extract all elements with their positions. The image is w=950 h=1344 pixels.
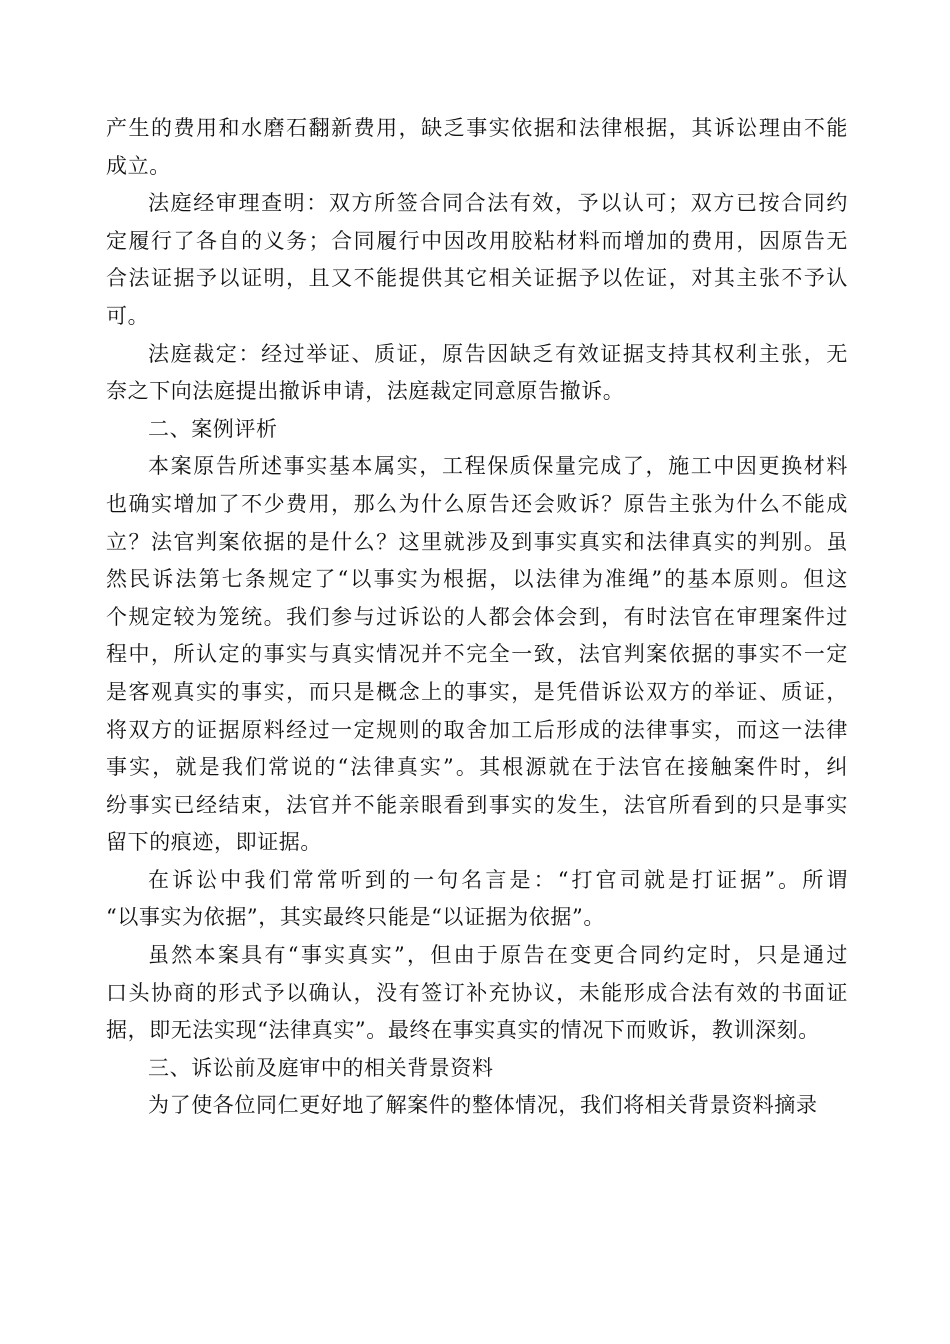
text-line: 在诉讼中我们常常听到的一句名言是：“打官司就是打证据”。所谓 — [148, 867, 848, 892]
text-line: 程中，所认定的事实与真实情况并不完全一致，法官判案依据的事实不一定 — [106, 642, 848, 667]
text-line: 合法证据予以证明，且又不能提供其它相关证据予以佐证，对其主张不予认 — [106, 266, 848, 291]
section-heading — [106, 1050, 848, 1088]
text-line: 成立。 — [106, 153, 171, 178]
text-line: “以事实为依据”，其实最终只能是“以证据为依据”。 — [106, 905, 605, 930]
text-line: 二、案例评析 — [148, 416, 278, 441]
document-body — [106, 110, 848, 1125]
text-line: 虽然本案具有“事实真实”，但由于原告在变更合同约定时，只是通过 — [148, 943, 848, 968]
text-line: 留下的痕迹，即证据。 — [106, 830, 322, 855]
text-line: 可。 — [106, 303, 150, 328]
paragraph — [106, 110, 848, 185]
text-line: 然民诉法第七条规定了“以事实为根据，以法律为准绳”的基本原则。但这 — [106, 567, 848, 592]
paragraph — [106, 1087, 848, 1125]
text-line: 三、诉讼前及庭审中的相关背景资料 — [148, 1055, 494, 1080]
paragraph — [106, 937, 848, 1050]
text-line: 法庭经审理查明：双方所签合同合法有效，予以认可；双方已按合同约 — [148, 191, 848, 216]
paragraph — [106, 862, 848, 937]
text-line: 事实，就是我们常说的“法律真实”。其根源就在于法官在接触案件时，纠 — [106, 755, 848, 780]
text-line: 也确实增加了不少费用，那么为什么原告还会败诉？原告主张为什么不能成 — [106, 491, 848, 516]
text-line: 是客观真实的事实，而只是概念上的事实，是凭借诉讼双方的举证、质证， — [106, 679, 848, 704]
text-line: 立？法官判案依据的是什么？这里就涉及到事实真实和法律真实的判别。虽 — [106, 529, 848, 554]
text-line: 口头协商的形式予以确认，没有签订补充协议，未能形成合法有效的书面证 — [106, 980, 848, 1005]
text-line: 将双方的证据原料经过一定规则的取舍加工后形成的法律事实，而这一法律 — [106, 717, 848, 742]
text-line: 纷事实已经结束，法官并不能亲眼看到事实的发生，法官所看到的只是事实 — [106, 792, 848, 817]
section-heading — [106, 411, 848, 449]
paragraph — [106, 448, 848, 862]
text-line: 为了使各位同仁更好地了解案件的整体情况，我们将相关背景资料摘录 — [148, 1093, 818, 1118]
text-line: 定履行了各自的义务；合同履行中因改用胶粘材料而增加的费用，因原告无 — [106, 228, 848, 253]
paragraph — [106, 185, 848, 335]
text-line: 奈之下向法庭提出撤诉申请，法庭裁定同意原告撤诉。 — [106, 379, 625, 404]
text-line: 本案原告所述事实基本属实，工程保质保量完成了，施工中因更换材料 — [148, 454, 848, 479]
text-line: 个规定较为笼统。我们参与过诉讼的人都会体会到，有时法官在审理案件过 — [106, 604, 848, 629]
paragraph — [106, 336, 848, 411]
text-line: 据，即无法实现“法律真实”。最终在事实真实的情况下而败诉，教训深刻。 — [106, 1018, 820, 1043]
text-line: 法庭裁定：经过举证、质证，原告因缺乏有效证据支持其权利主张，无 — [148, 341, 848, 366]
text-line: 产生的费用和水磨石翻新费用，缺乏事实依据和法律根据，其诉讼理由不能 — [106, 116, 848, 140]
